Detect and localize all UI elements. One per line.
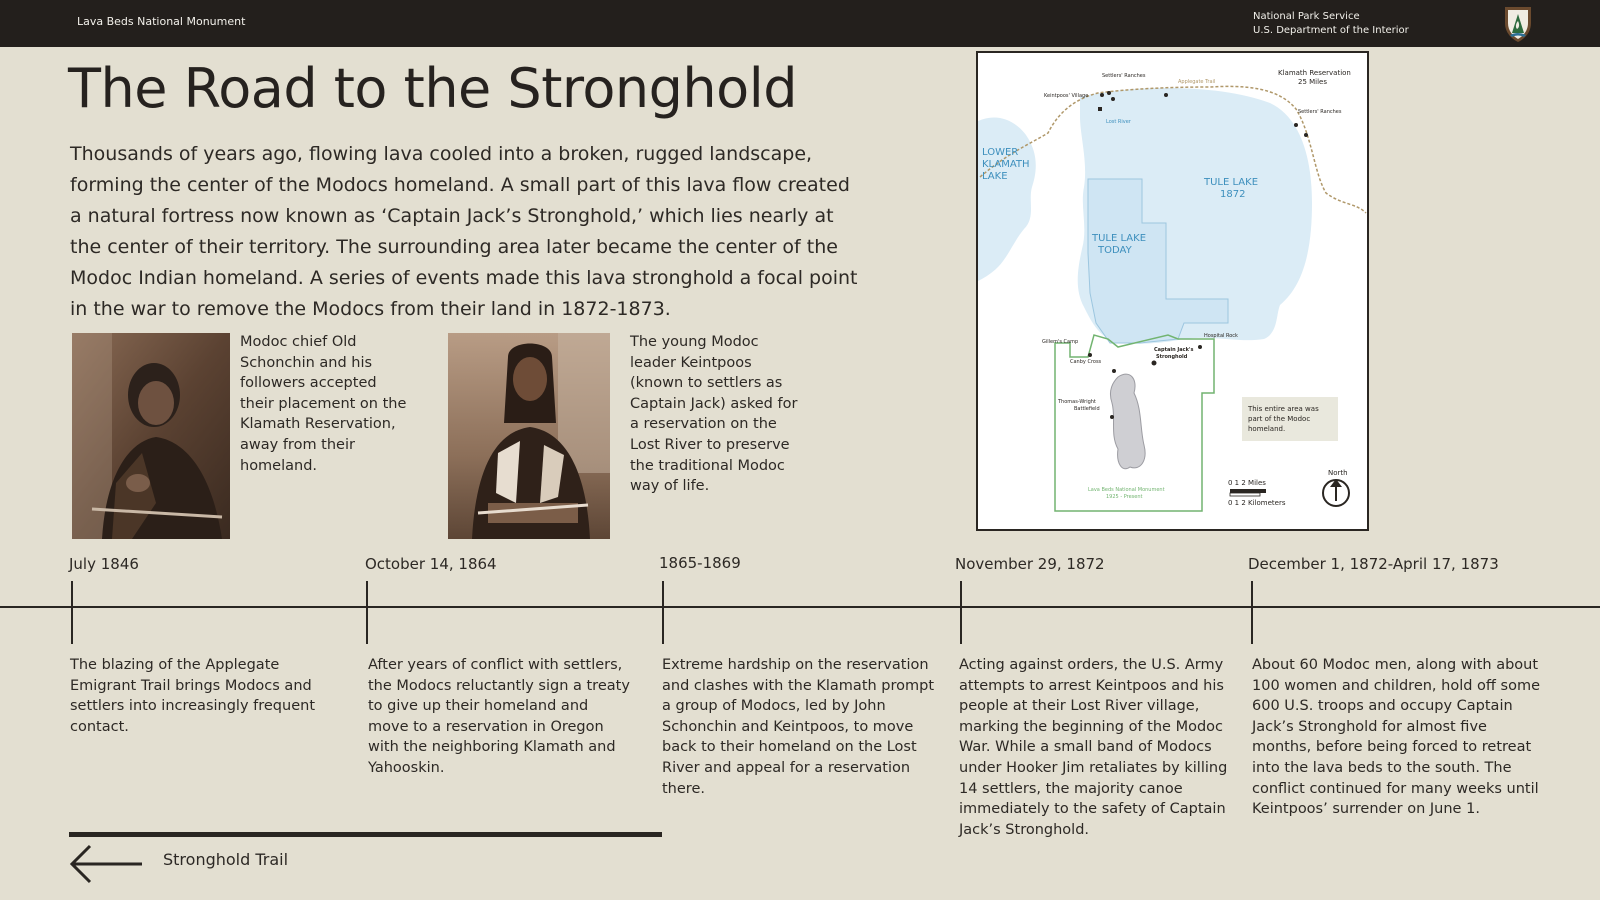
map-label-lower-klamath: LOWER KLAMATH LAKE bbox=[982, 147, 1030, 182]
timeline-event-1872: Acting against orders, the U.S. Army attempts to arrest Keintpoos and his people at their Lost River village, marking the beginning of the Modoc War. While a small band of Modocs under Hooker Jim retaliates by killing 14 settlers, the majority canoe immediately to the safety of Captain Jack’s Stronghold. bbox=[959, 657, 1228, 838]
timeline-date-1846: July 1846 bbox=[69, 555, 139, 573]
timeline-date-1864: October 14, 1864 bbox=[365, 555, 497, 573]
timeline-tick bbox=[1251, 581, 1253, 644]
timeline-event-1846: The blazing of the Applegate Emigrant Trail brings Modocs and settlers into increasingly frequent contact. bbox=[70, 657, 315, 735]
timeline-tick bbox=[71, 581, 73, 644]
scale-kilometers: 0 1 2 Kilometers bbox=[1228, 499, 1286, 507]
map-label-hospital-rock: Hospital Rock bbox=[1204, 333, 1238, 339]
header-bar bbox=[0, 0, 1600, 47]
map-label-canby-cross: Canby Cross bbox=[1070, 359, 1102, 365]
timeline-event-1865: Extreme hardship on the reservation and clashes with the Klamath prompt a group of Modocs, led by John Schonchin and Keintpoos, to move back to their homeland on the Lost River and appeal for a reservation there. bbox=[662, 657, 935, 797]
timeline-event-1864: After years of conflict with settlers, the Modocs reluctantly sign a treaty to give up their homeland and move to a reservation in Oregon with the neighboring Klamath and Yahooskin. bbox=[368, 657, 630, 776]
map-label-tule-today: TULE LAKE TODAY bbox=[1092, 233, 1147, 256]
portrait-keintpoos bbox=[448, 333, 610, 539]
scale-miles: 0 1 2 Miles bbox=[1228, 479, 1266, 487]
trail-bar bbox=[69, 832, 662, 837]
monument-name: Lava Beds National Monument bbox=[77, 15, 246, 28]
agency-name bbox=[1253, 10, 1409, 38]
map-label-monument-boundary: Lava Beds National Monument 1925 - Present bbox=[1088, 487, 1165, 500]
map-label-settlers-ranches-top: Settlers' Ranches bbox=[1102, 73, 1146, 79]
stronghold-trail-link[interactable]: Stronghold Trail bbox=[163, 850, 289, 869]
homeland-note: This entire area was part of the Modoc homeland. bbox=[1248, 405, 1319, 433]
portrait-caption-old-schonchin: Modoc chief Old Schonchin and his followers accepted their placement on the Klamath Reservation, away from their homeland. bbox=[240, 334, 407, 474]
map-modoc-homeland bbox=[976, 51, 1369, 531]
map-label-thomas-wright: Thomas-Wright Battlefield bbox=[1058, 399, 1100, 412]
agency-line-1: National Park Service bbox=[1253, 11, 1360, 22]
map-label-applegate-trail: Applegate Trail bbox=[1178, 79, 1216, 85]
map-label-gillems-camp: Gillem's Camp bbox=[1042, 339, 1079, 345]
agency-line-2: U.S. Department of the Interior bbox=[1253, 25, 1409, 36]
timeline-event-1872-1873: About 60 Modoc men, along with about 100 women and children, hold off some 600 U.S. troops and occupy Captain Jack’s Stronghold for almost five months, before being forced to retreat into the lava beds to the south. The conflict continued for many weeks until Keintpoos’ surrender on June 1. bbox=[1252, 657, 1540, 818]
page-title: The Road to the Stronghold bbox=[68, 57, 797, 120]
portrait-old-schonchin bbox=[72, 333, 230, 539]
portrait-caption-keintpoos: The young Modoc leader Keintpoos (known to settlers as Captain Jack) asked for a reservation on the Lost River to preserve the traditional Modoc way of life. bbox=[630, 334, 798, 495]
timeline-date-1872-1873: December 1, 1872-April 17, 1873 bbox=[1248, 555, 1499, 573]
north-label: North bbox=[1328, 469, 1348, 477]
nps-arrowhead-icon bbox=[1502, 5, 1534, 43]
map-label-captain-jacks-stronghold: Captain Jack's Stronghold bbox=[1154, 347, 1194, 360]
map-label-lost-river: Lost River bbox=[1106, 119, 1131, 125]
timeline-date-1872: November 29, 1872 bbox=[955, 555, 1105, 573]
arrow-left-icon[interactable] bbox=[68, 844, 144, 884]
timeline-axis bbox=[0, 606, 1600, 608]
map-label-klamath-reservation: Klamath Reservation 25 Miles bbox=[1278, 69, 1351, 86]
map-label-settlers-ranches-right: Settlers' Ranches bbox=[1298, 109, 1342, 115]
timeline-date-1865: 1865-1869 bbox=[659, 554, 741, 572]
map-label-tule-1872: TULE LAKE 1872 bbox=[1204, 177, 1259, 200]
intro-paragraph: Thousands of years ago, flowing lava cooled into a broken, rugged landscape, forming the center of the Modocs homeland. A small part of this lava flow created a natural fortress now known as ‘Captain Jack’s Stronghold,’ which lies nearly at the center of their territory. The surrounding area later became the center of the Modoc Indian homeland. A series of events made this lava stronghold a focal point in the war to remove the Modocs from their land in 1872-1873. bbox=[70, 143, 858, 320]
map-label-keintpoos-village: Keintpoos' Village bbox=[1044, 93, 1089, 99]
timeline-tick bbox=[960, 581, 962, 644]
timeline-tick bbox=[662, 581, 664, 644]
timeline-tick bbox=[366, 581, 368, 644]
